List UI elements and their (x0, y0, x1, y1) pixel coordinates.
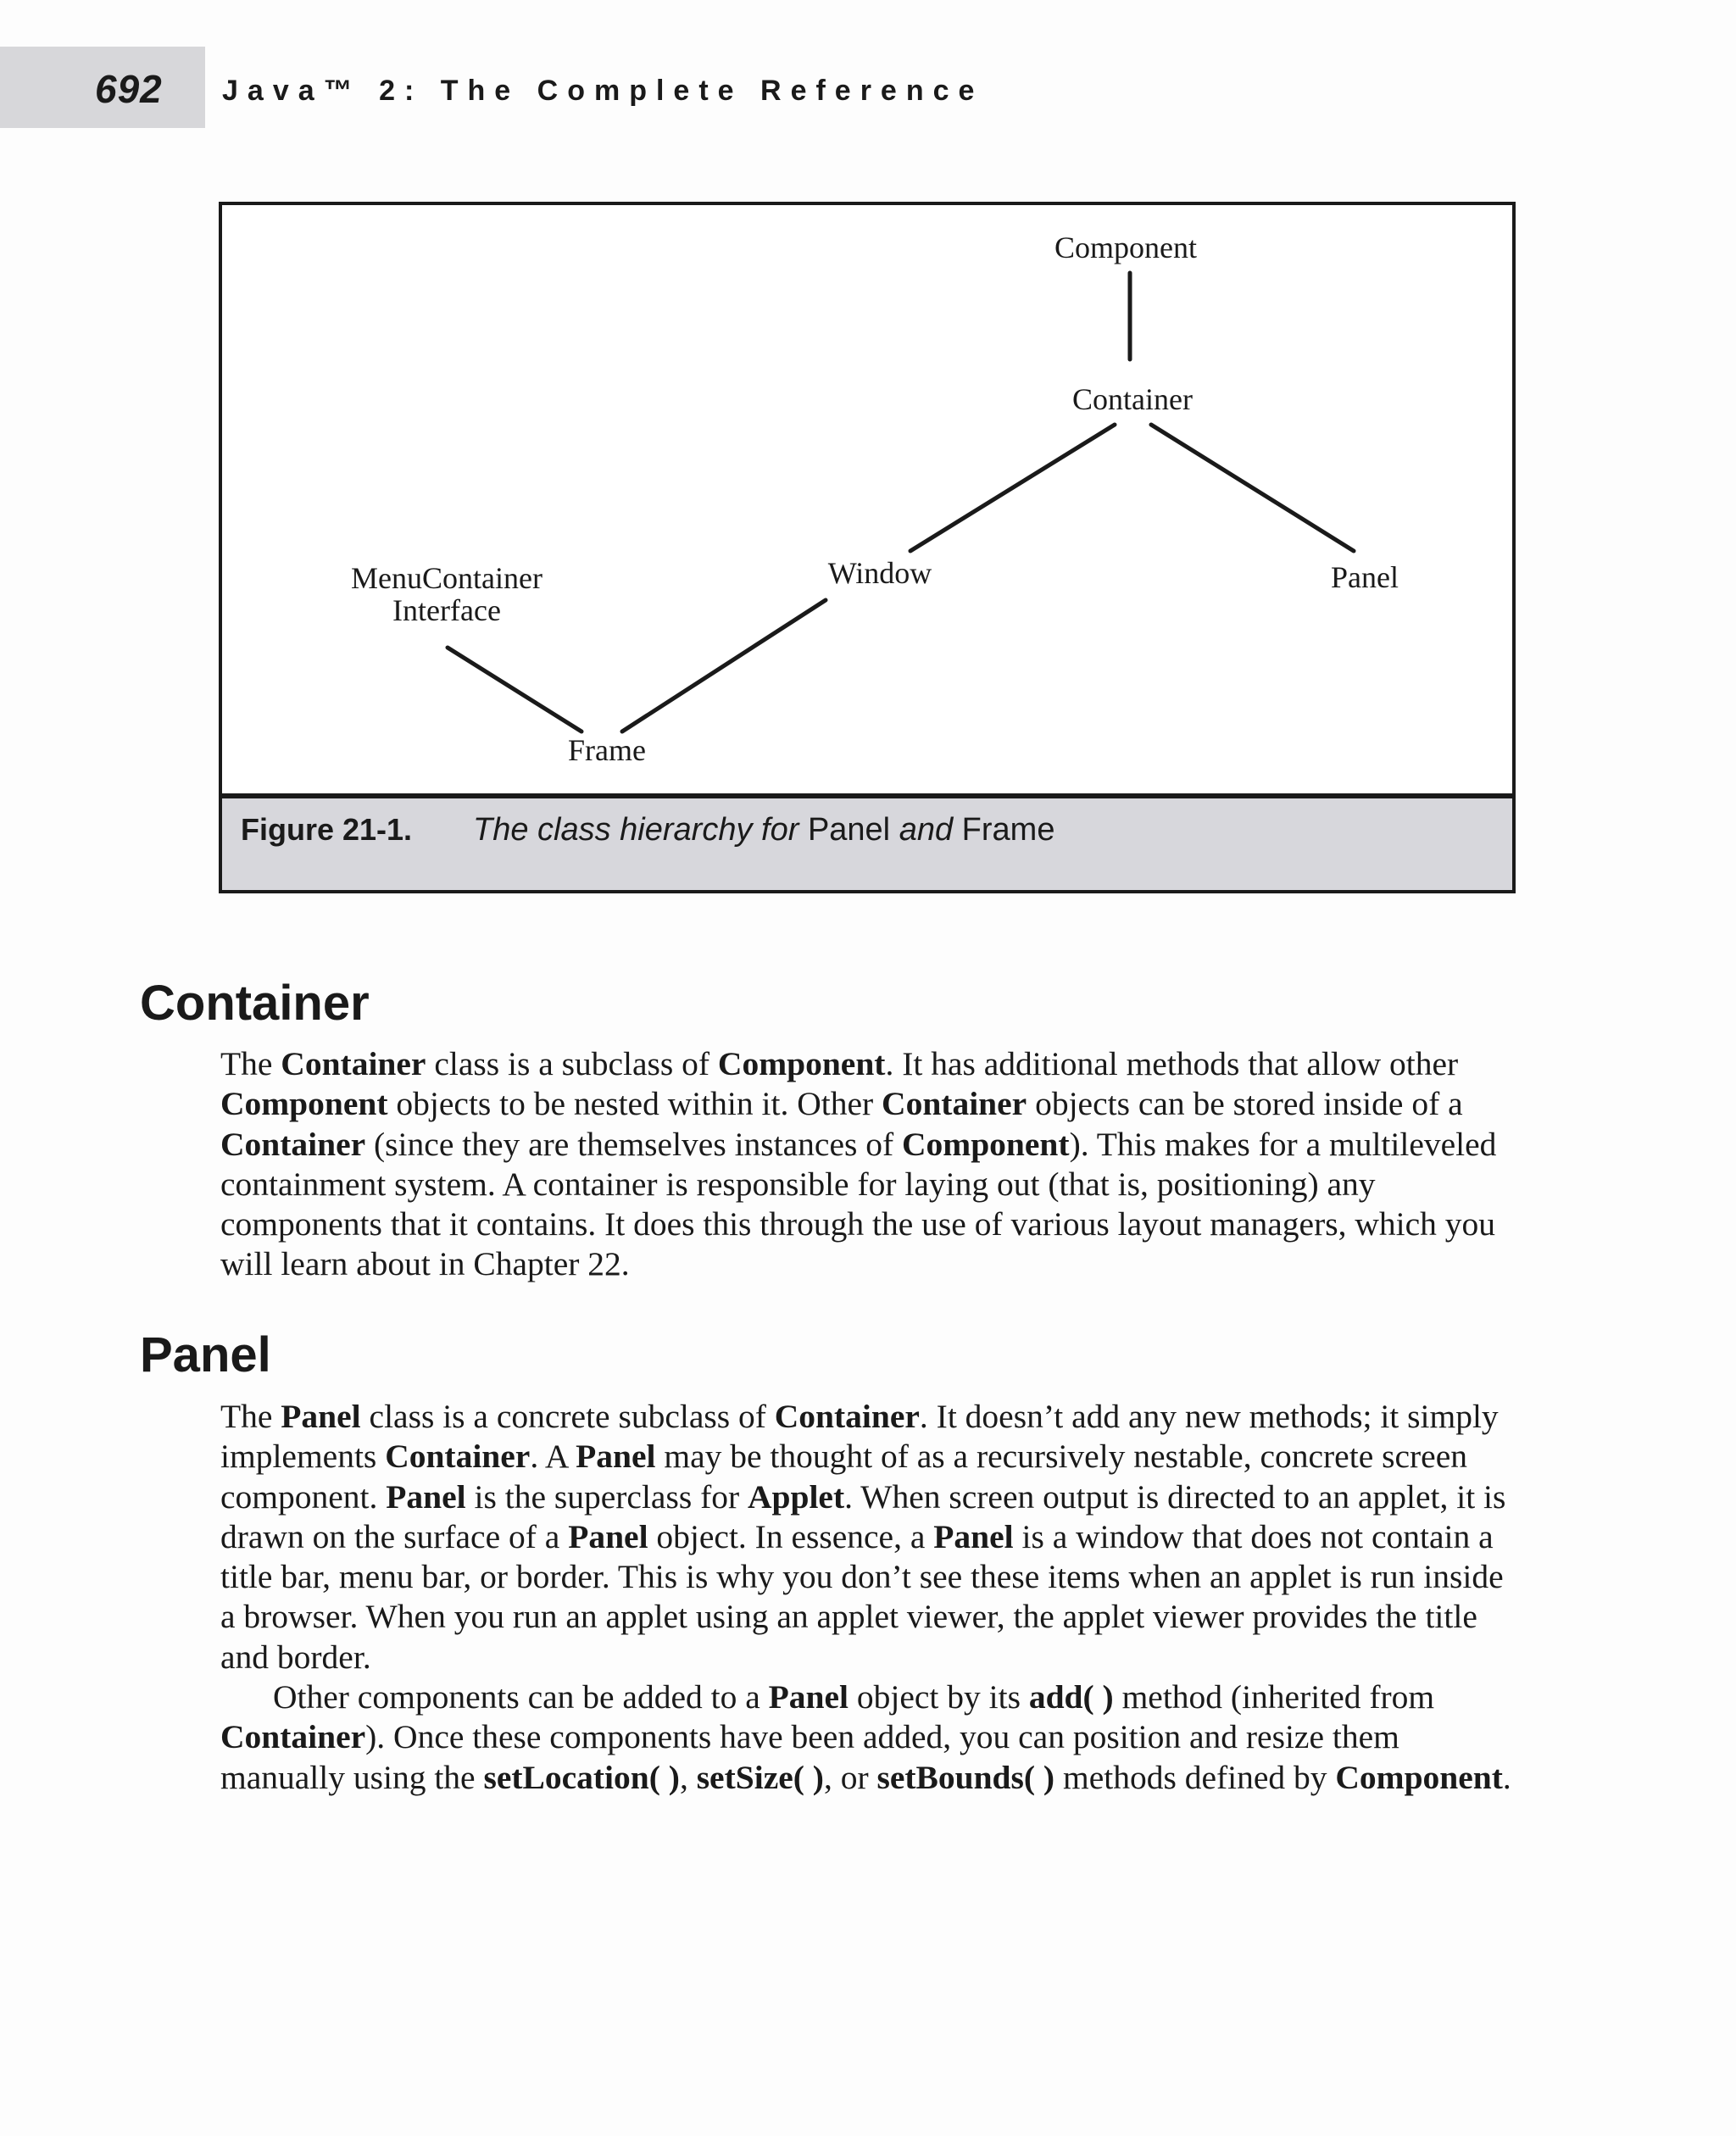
code-term: Component (717, 1045, 886, 1082)
code-term: Container (220, 1718, 366, 1756)
node-menucontainer-interface: Interface (392, 593, 501, 627)
code-term: Panel (568, 1517, 648, 1555)
node-panel: Panel (1331, 560, 1399, 594)
figure-caption (222, 793, 1512, 890)
panel-paragraph-1: The Panel class is a concrete subclass of Container. It doesn’t add any new methods; it simply implements Container. A Panel may be thought of as a recursively nestable, concrete screen component. Panel is the superclass for Applet. When screen output is directed to an applet, it is drawn on the surface of a Panel object. In essence, a Panel is a window that does not contain a title bar, menu bar, or border. This is why you don’t see these items when an applet is run inside a browser. When you run an applet using an applet viewer, the applet viewer provides the title and border. (220, 1398, 1506, 1676)
code-term: setLocation( ) (483, 1758, 680, 1796)
caption-term-panel: Panel (807, 812, 891, 848)
figure-21-1 (219, 202, 1516, 893)
code-term: Panel (386, 1477, 466, 1516)
figure-caption-label: Figure 21-1. (241, 812, 413, 847)
edge-container-panel (1151, 425, 1354, 551)
code-term: Container (774, 1398, 920, 1435)
node-window: Window (827, 556, 932, 590)
code-term: Container (220, 1125, 366, 1163)
caption-text-2: and (899, 812, 954, 848)
panel-paragraph-2: Other components can be added to a Panel object by its add( ) method (inherited from Container). Once these components have been added, you can position and resize them manually using the setLocation( ), setSize( ), or setBounds( ) methods defined by Component. (220, 1678, 1511, 1796)
code-term: Component (220, 1085, 388, 1123)
code-term: Applet (748, 1477, 845, 1516)
heading-panel: Panel (140, 1327, 271, 1382)
caption-term-frame: Frame (961, 812, 1055, 848)
caption-text-1: The class hierarchy for (473, 812, 799, 848)
container-paragraph: The Container class is a subclass of Component. It has additional methods that allow other Component objects to be nested within it. Other Container objects can be stored inside of a Container (since they are themselves instances of Component). This makes for a multileveled containment system. A container is responsible for laying out (that is, positioning) any components that it contains. It does this through the use of various layout managers, which you will learn about in Chapter 22. (220, 1045, 1497, 1283)
code-term: setBounds( ) (876, 1758, 1055, 1796)
code-term: Panel (768, 1678, 849, 1716)
code-term: add( ) (1028, 1678, 1114, 1716)
node-frame: Frame (568, 733, 646, 767)
code-term: Container (882, 1085, 1027, 1123)
code-term: setSize( ) (696, 1758, 824, 1796)
class-hierarchy-diagram (222, 205, 1512, 793)
figure-caption-text (473, 812, 1054, 848)
running-head: Java™ 2: The Complete Reference (222, 75, 984, 107)
code-term: Panel (933, 1517, 1014, 1555)
heading-container: Container (140, 976, 370, 1031)
edge-window-frame (622, 600, 826, 731)
page-number: 692 (95, 67, 163, 111)
code-term: Panel (281, 1398, 361, 1435)
code-term: Component (1335, 1758, 1503, 1796)
code-term: Panel (576, 1438, 656, 1476)
node-container: Container (1072, 382, 1193, 416)
code-term: Container (385, 1438, 531, 1476)
edge-container-window (910, 425, 1115, 551)
node-menucontainer: MenuContainer (351, 561, 542, 595)
code-term: Component (902, 1125, 1070, 1163)
node-component: Component (1054, 231, 1197, 264)
code-term: Container (281, 1045, 426, 1082)
edge-menucontainer-frame (448, 648, 581, 731)
